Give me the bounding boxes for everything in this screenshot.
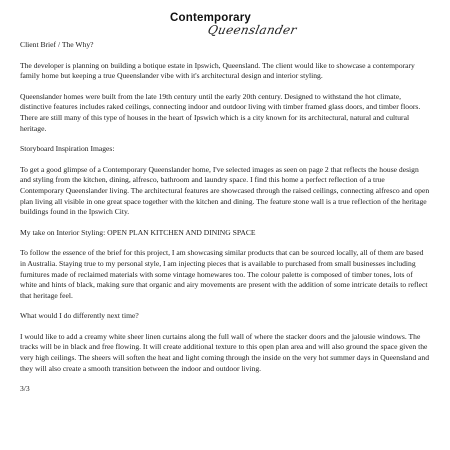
paragraph-history: Queenslander homes were built from the late 19th century until the early 20th century. Designed to withstand the hot climate, distinctive features includes raked ceilings, connecting indoor and outdoor living with timber framed glass doors, and timber floors. There are still many of this type of houses in the heart of Ipswich which is a city known for its architectural, natural and cultural heritage. (20, 91, 421, 133)
section-heading-brief: Client Brief / The Why? (20, 40, 94, 49)
logo-script: Queenslander (206, 23, 298, 37)
page-number: 3/3 (20, 384, 30, 394)
logo-wordmark: Contemporary (170, 12, 251, 24)
paragraph-brief: The developer is planning on building a botique estate in Ipswich, Queensland. The client would like to showcase a contemporary family home but keeping a true Queenslander vibe with it's architectural design and interior styling. (20, 60, 415, 81)
paragraph-styling: To follow the essence of the brief for this project, I am showcasing similar products that can be sourced locally, all of them are based in Australia. Staying true to my personal style, I am injecting pieces that is available to purchased from small businesses including furnitures made of reclaimed materials with some vintage homewares too. The colour palette is composed of timber tones, lots of white and hints of black, making sure that organic and airy movements are present with the addition of some intricate details to reflect that heritage feel. (20, 248, 428, 300)
section-heading-styling: My take on Interior Styling: OPEN PLAN KITCHEN AND DINING SPACE (20, 227, 256, 237)
section-heading-next-time: What would I do differently next time? (20, 311, 139, 321)
paragraph-next-time: I would like to add a creamy white sheer linen curtains along the full wall of where the stacker doors and the jalousie windows. The tracks will be in black and free flowing. It will create additional texture to this open plan area and will also ground the space given the very high ceilings. The sheers will soften the heat and light coming through the inside on the very hot summer days in Queensland and they will also create a smooth transition between the indoor and outdoor living. (20, 331, 429, 373)
document-body (20, 40, 430, 395)
paragraph-storyboard: To get a good glimpse of a Contemporary Queenslander home, I've selected images as seen on page 2 that reflects the house design and styling from the kitchen, dining, alfresco, bathroom and laundry space. I find this home a perfect reflection of a true Contemporary Queenslander living. The architectural features are showcased through the raised ceilings, connecting alfresco and open plan living all visible in one great space together with the kitchen and dining. The feature stone wall is a true reflection of the heritage buildings found in the Ipswich City. (20, 164, 430, 217)
section-heading-storyboard: Storyboard Inspiration Images: (20, 144, 115, 154)
